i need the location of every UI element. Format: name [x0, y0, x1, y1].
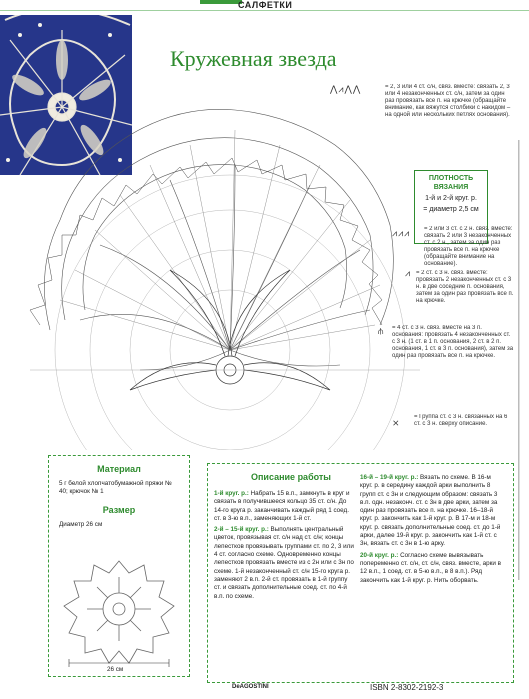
section-title: САЛФЕТКИ — [238, 0, 293, 10]
instructions-column-1 — [214, 490, 354, 678]
step-text: Выполнять центральный цветок, провязывая ст. с/н над ст. с/н; концы лепестков провязывать группами ст. по 2, 3 или 4 ст. согласно схеме. Одновременно концы лепестков провязать вместе из с 2н или с 3н по схеме. 1-й незаконченный ст. с/н 15-го круга р. заменяют 2 в.п. 2-й ст. провязать в 1-й группу ст. и связать дополнительные соед. ст. по 4-й в.п. по схеме. — [214, 526, 354, 600]
instructions-column-2 — [360, 474, 505, 678]
legend-text-2: = 2 или 3 ст. с 2 н. связ. вместе: связать 2 или 3 незаконченных ст. с 2 н., затем за один раз провязать все п. на крючке (обращайте внимание на основание). — [424, 226, 513, 267]
size-dimension-label: 26 см — [107, 666, 124, 673]
legend-text-5: = Группа ст. с 3 н. связанных на 6 ст. с 3 н. сверху описание. — [414, 414, 508, 427]
step-text: Набрать 15 в.п., замкнуть в круг и связать в получившееся кольцо 35 ст. с/н. До 14-го круга р. заканчивать каждый ряд 1 соед. ст. в 3-ю в.п., заменяющих 1-й ст. — [214, 490, 350, 522]
side-credits-strip — [515, 140, 523, 580]
size-diagram — [49, 551, 189, 671]
instructions-box — [207, 463, 514, 683]
publisher-logo: DeAGOSTINI — [232, 684, 269, 690]
step-label: 1-й круг. р.: — [214, 490, 249, 497]
step-label: 2-й – 15-й круг. р.: — [214, 526, 269, 534]
legend-text-4: = 4 ст. с 3 н. связ. вместе на 3 п. основания: провязать 4 незаконченных ст. с 3 н. (1 ст. в 1 п. основания, 2 ст. в 2 п. основания, 1 ст. в 3 п. основания), затем за один раз провязать все п. на крючке. — [392, 325, 514, 359]
gauge-line-1: 1-й и 2-й круг. р. — [425, 195, 477, 202]
materials-heading: Материал — [97, 464, 141, 474]
materials-text: 5 г белой хлопчатобумажной пряжи № 40; крючок № 1 — [59, 480, 172, 496]
size-heading: Размер — [102, 504, 136, 515]
legend-symbol-5: ⨯ — [392, 418, 401, 428]
page-title: Кружевная звезда — [170, 46, 337, 71]
step-text: Согласно схеме вывязывать попеременно ст. с/н, ст. с/н, связ. вместе, арки в 12 в.п., 1 соед. ст. в 5-ю в.п., в 8 в.п.). Ряд закончить как 1-й круг. р. Нить оборвать. — [360, 551, 501, 584]
materials-box — [48, 455, 190, 677]
isbn: ISBN 2-8302-2192-3 — [370, 683, 444, 692]
gauge-title: ПЛОТНОСТЬ ВЯЗАНИЯ — [428, 175, 474, 191]
instructions-heading: Описание работы — [251, 472, 331, 482]
legend-symbol-4: ⫛ — [378, 326, 385, 336]
legend-text-3: = 2 ст. с 3 н. связ. вместе: провязать 2 незаконченных ст. с 3 н. в две соседние п. основания, затем за один раз провязать все п. на крючке. — [416, 270, 514, 304]
legend-symbol-3: ⩘ — [405, 268, 412, 278]
gauge-line-2: = диаметр 2,5 см — [423, 206, 479, 213]
legend-symbol-1: ⋀⩘⋀⋀ — [330, 84, 362, 94]
legend-text-1: = 2, 3 или 4 ст. с/н, связ. вместе: связать 2, 3 или 4 незаконченных ст. с/н, затем за один раз провязать все п. на крючке (обращайте внимание, как вяжутся столбики с накидом – на одной или нескольких петлях основания). — [385, 84, 511, 118]
header-tab — [200, 0, 242, 4]
size-text: Диаметр 26 см — [59, 520, 103, 528]
legend-symbol-2: ⩘⩘⩘ — [392, 228, 411, 238]
step-label: 16-й – 19-й круг. р.: — [360, 474, 419, 481]
crochet-chart-diagram — [20, 70, 430, 450]
step-label: 20-й круг. р.: — [360, 551, 399, 559]
step-text: Вязать по схеме. В 16-м круг. р. в середину каждой арки выполнить 8 групп ст. с 3н и следующим образом: связать 3 в.п. одн. незаконч. ст. с 3н в две арки, затем за один раз провязать все п. на крючке. 16–18-й круг. р. закончить как 1-й круг. р. В 17-м и 18-м круг. р. связать дополнительные соед. ст. до 1-й арки, далее 19-й круг. р. закончить как 1-й ст. с 3н, вязать ст. с 3н в 1-ю арку. — [360, 474, 501, 548]
